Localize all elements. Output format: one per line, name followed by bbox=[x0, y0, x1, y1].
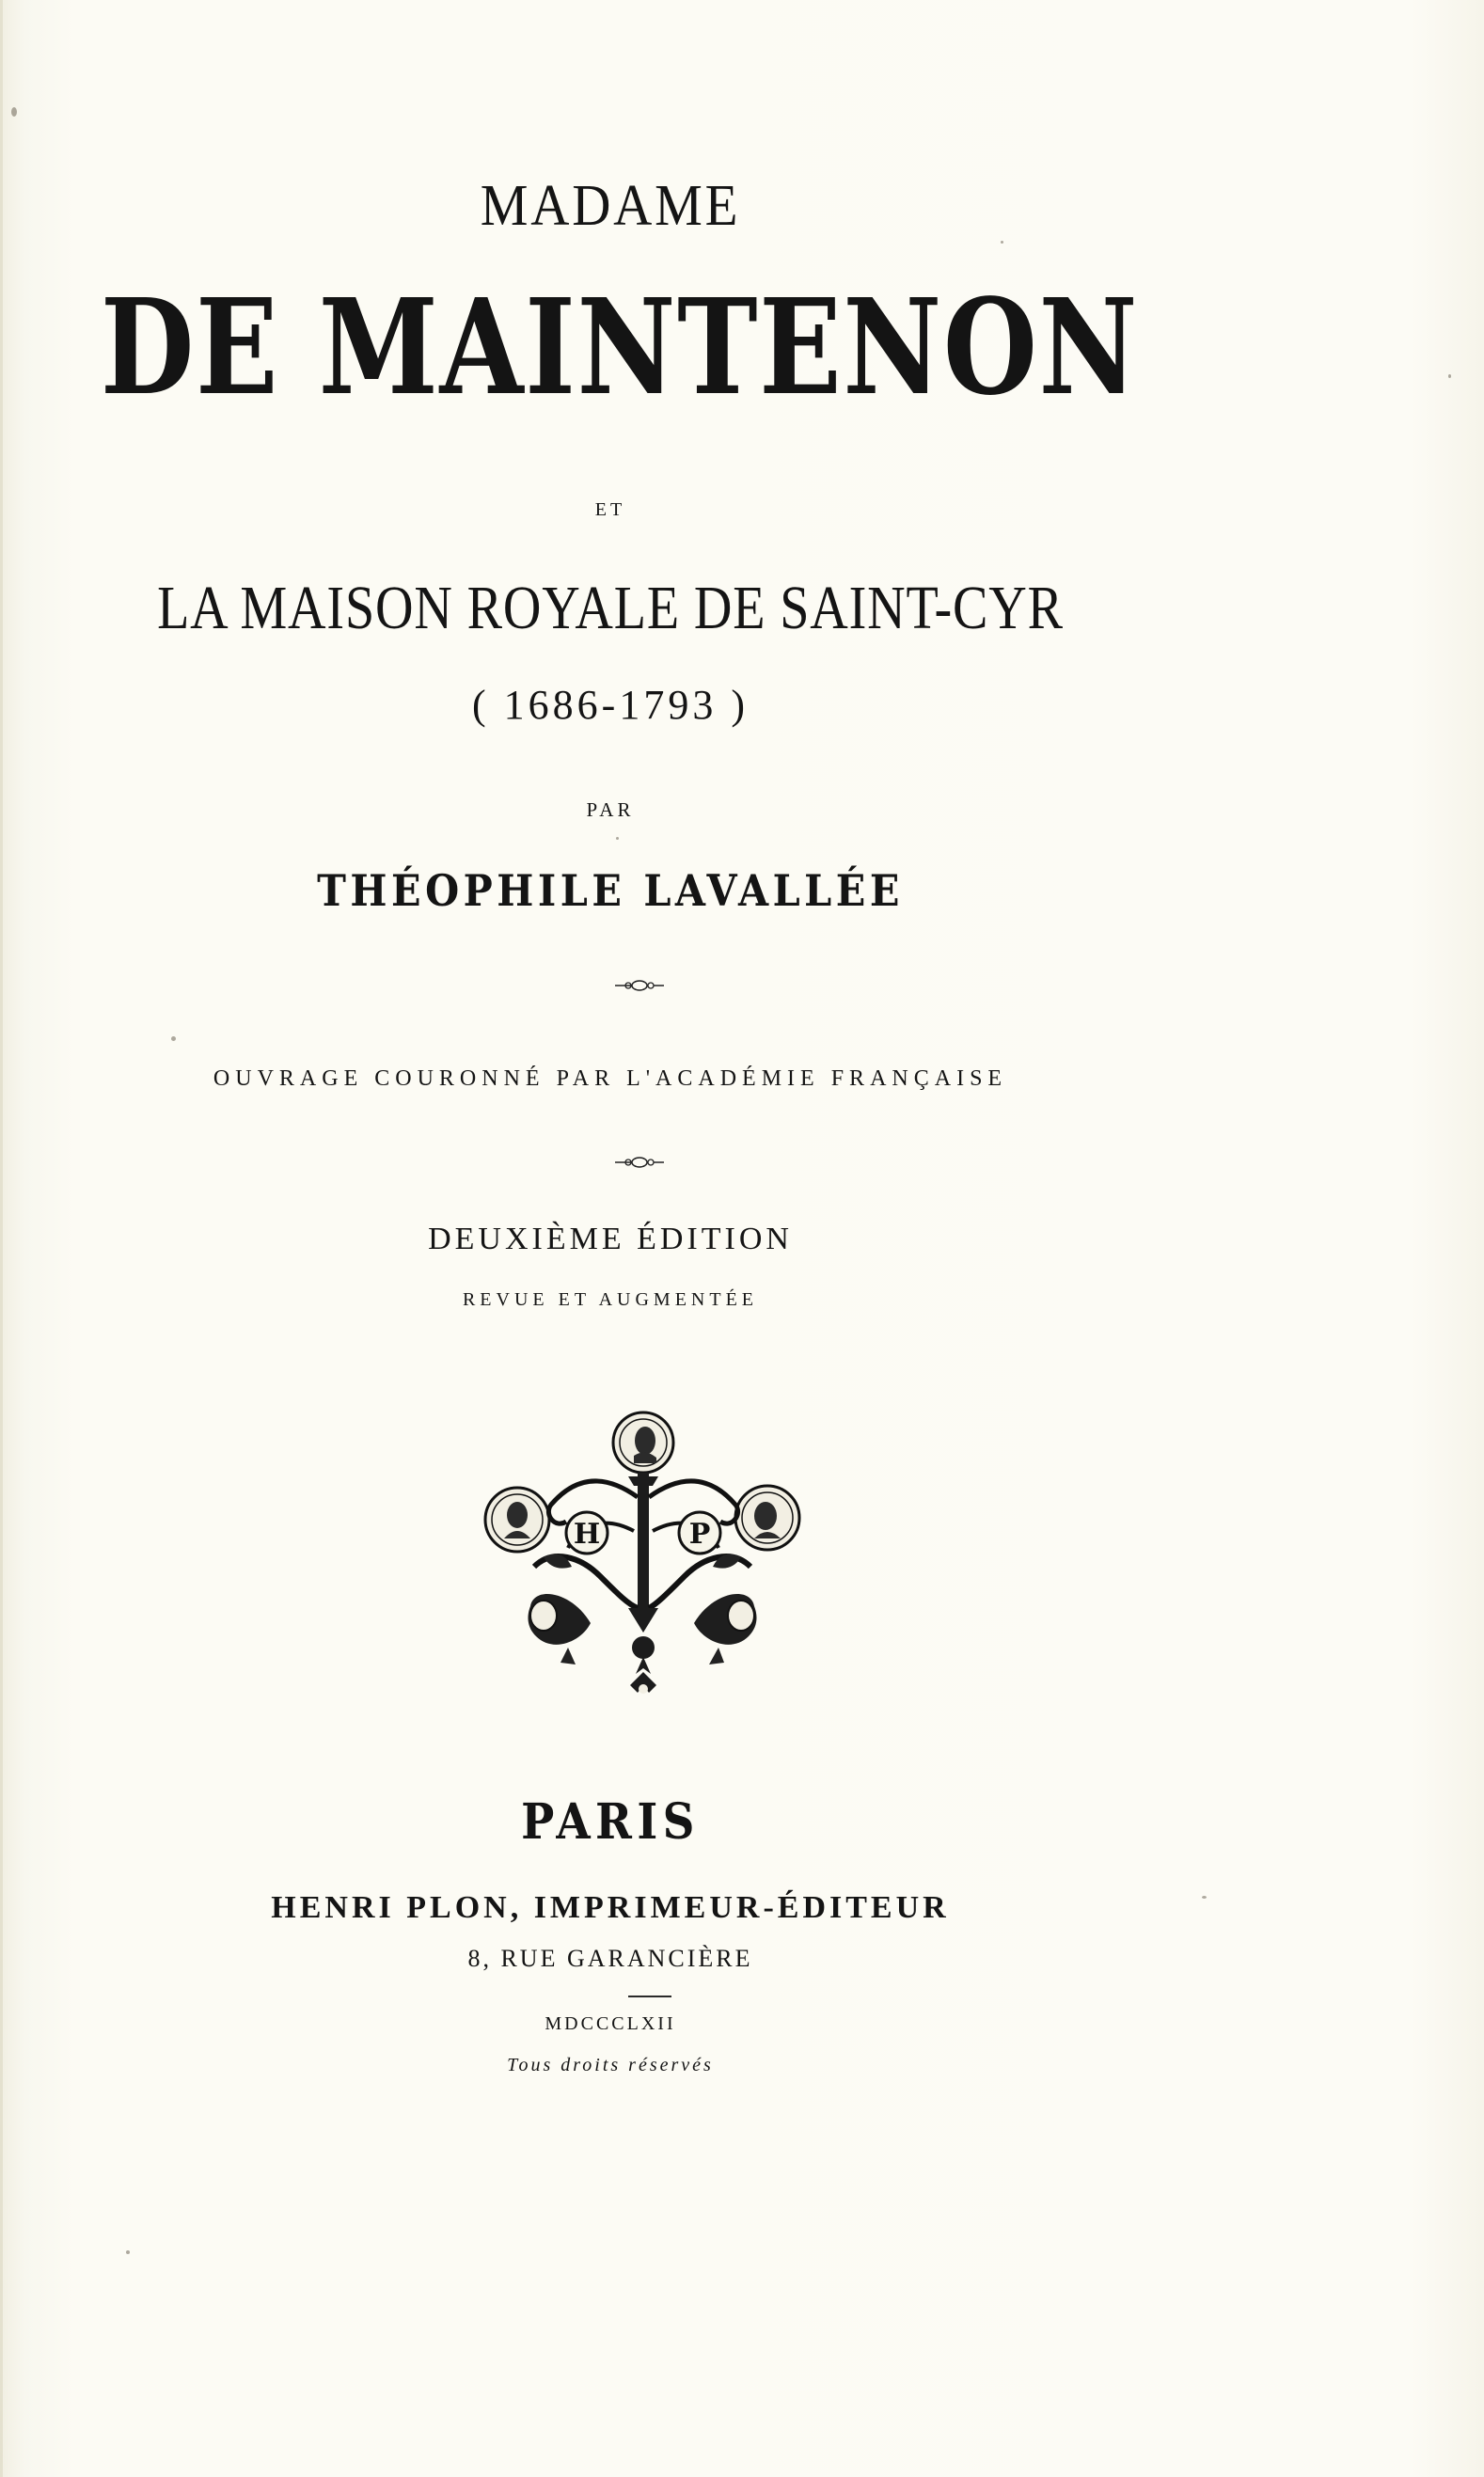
paper-speck bbox=[171, 1036, 176, 1041]
flourish-icon bbox=[583, 976, 696, 995]
paper-speck bbox=[1448, 374, 1451, 378]
imprint-city: PARIS bbox=[521, 1793, 700, 1851]
imprint-address: 8, RUE GARANCIÈRE bbox=[467, 1945, 753, 1972]
edition-note: REVUE ET AUGMENTÉE bbox=[462, 1289, 759, 1310]
pre-title: MADAME bbox=[480, 174, 741, 238]
subtitle: LA MAISON ROYALE DE SAINT-CYR bbox=[157, 574, 1064, 642]
by-line: PAR bbox=[586, 798, 635, 821]
author-name: THÉOPHILE LAVALLÉE bbox=[317, 865, 904, 916]
paper-speck bbox=[616, 837, 619, 840]
paper-speck bbox=[1001, 241, 1003, 244]
publisher-emblem-icon bbox=[478, 1407, 807, 1708]
award-line: OUVRAGE COURONNÉ PAR L'ACADÉMIE FRANÇAISE bbox=[213, 1066, 1008, 1091]
imprint-year: MDCCCLXII bbox=[545, 2013, 676, 2034]
conjunction: ET bbox=[594, 499, 626, 520]
imprint-publisher: HENRI PLON, IMPRIMEUR-ÉDITEUR bbox=[271, 1890, 950, 1925]
rights-notice: Tous droits réservés bbox=[507, 2055, 714, 2075]
paper-speck bbox=[126, 2250, 130, 2254]
imprint-rule bbox=[628, 1996, 671, 1997]
emblem-letter-p: P bbox=[688, 1518, 711, 1551]
flourish-icon bbox=[583, 1153, 696, 1172]
flourish-divider-2 bbox=[0, 1153, 1484, 1172]
flourish-divider-1 bbox=[0, 976, 1484, 995]
emblem-letter-h: H bbox=[573, 1518, 601, 1551]
main-title: DE MAINTENON bbox=[100, 271, 1140, 425]
dates: ( 1686-1793 ) bbox=[472, 682, 749, 728]
edition: DEUXIÈME ÉDITION bbox=[428, 1222, 793, 1256]
paper-speck bbox=[11, 107, 17, 117]
